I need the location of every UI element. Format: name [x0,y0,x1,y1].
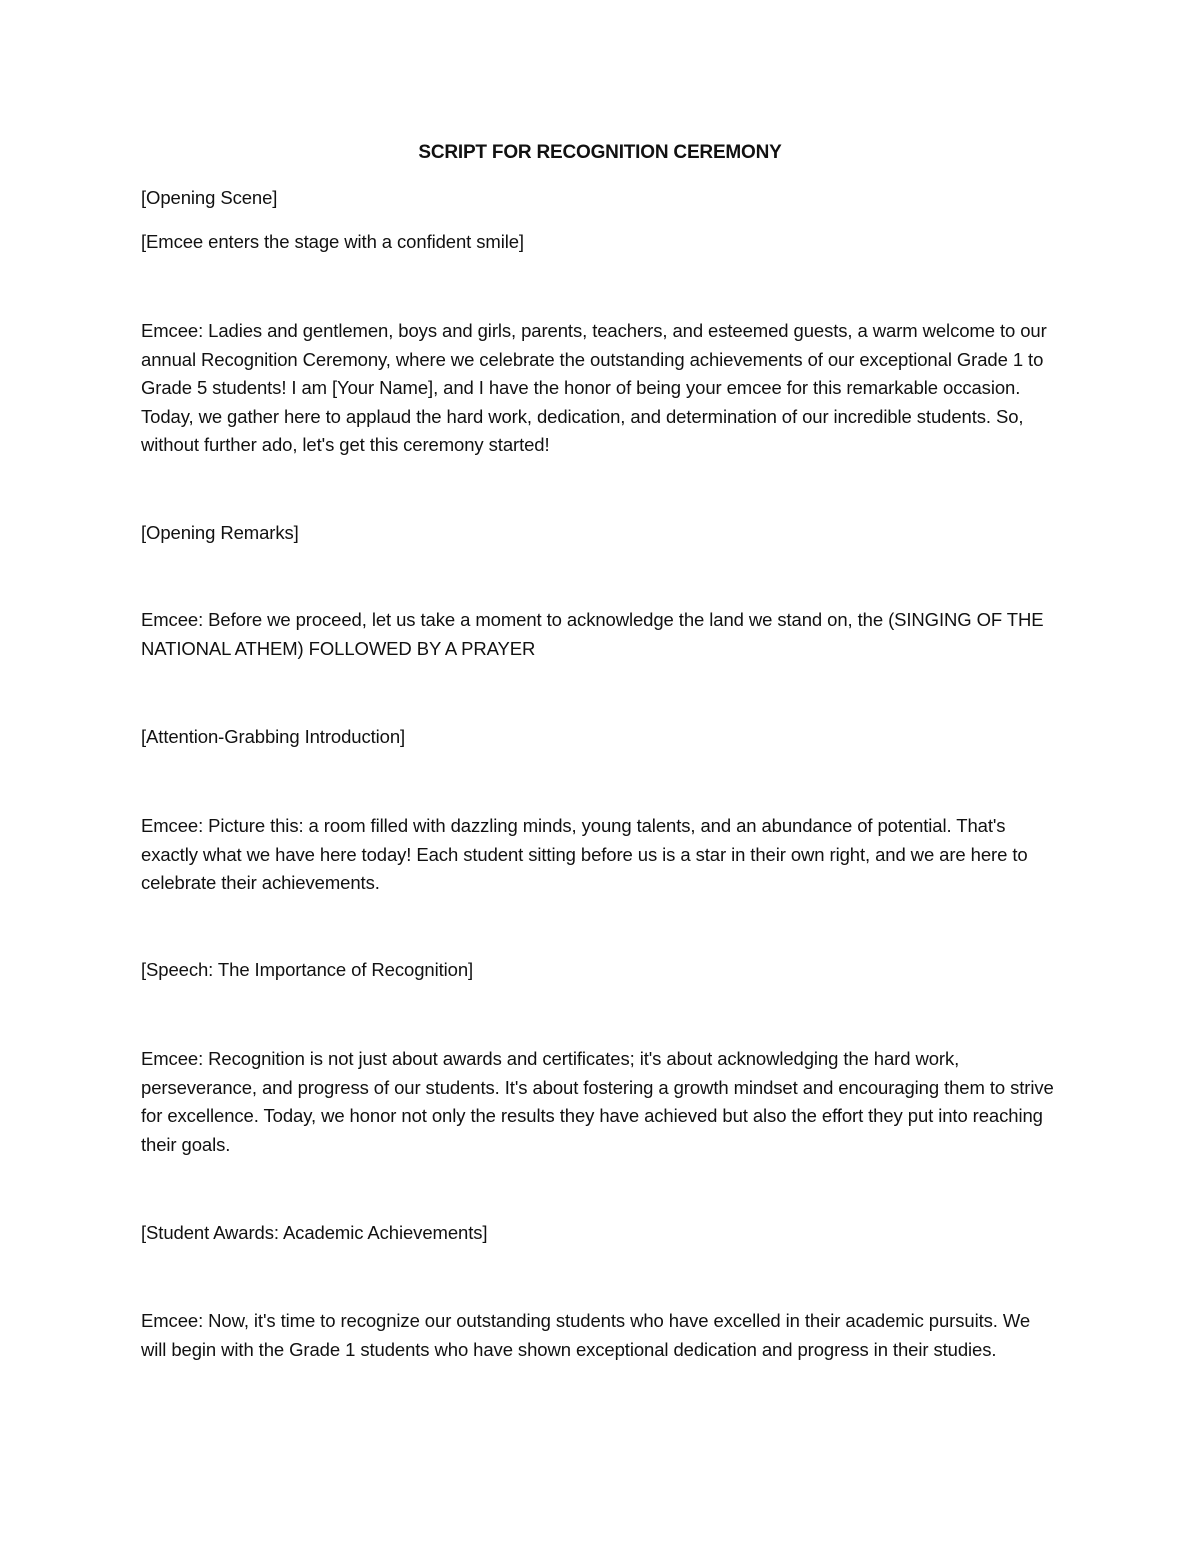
paragraph-opening-scene: [Opening Scene] [141,187,278,208]
paragraph-speech-heading: [Speech: The Importance of Recognition] [141,959,474,980]
paragraph-academic-recognition: Emcee: Now, it's time to recognize our outstanding students who have excelled in their academic pursuits. We will begin with the Grade 1 students who have shown exceptional dedication and progress in their studies. [141,1310,1031,1360]
paragraph-emcee-enters: [Emcee enters the stage with a confident smile] [141,231,524,252]
paragraph-welcome-speech: Emcee: Ladies and gentlemen, boys and girls, parents, teachers, and esteemed guests, a warm welcome to our annual Recognition Ceremony, where we celebrate the outstanding achievements of our exceptional Grade 1 to Grade 5 students! I am [Your Name], and I have the honor of being your emcee for this remarkable occasion. Today, we gather here to applaud the hard work, dedication, and determination of our incredible students. So, without further ado, let's get this ceremony started! [141,320,1047,455]
paragraph-acknowledge-land: Emcee: Before we proceed, let us take a moment to acknowledge the land we stand on, the (SINGING OF THE NATIONAL ATHEM) FOLLOWED BY A PRAYER [141,609,1044,659]
paragraph-recognition-speech: Emcee: Recognition is not just about awards and certificates; it's about acknowledging the hard work, perseverance, and progress of our students. It's about fostering a growth mindset and encouraging them to strive for excellence. Today, we honor not only the results they have achieved but also the effort they put into reaching their goals. [141,1048,1054,1155]
paragraph-picture-this: Emcee: Picture this: a room filled with dazzling minds, young talents, and an abundance of potential. That's exactly what we have here today! Each student sitting before us is a star in their own right, and we are here to celebrate their achievements. [141,815,1028,893]
paragraph-student-awards: [Student Awards: Academic Achievements] [141,1222,488,1243]
document-title: SCRIPT FOR RECOGNITION CEREMONY [418,142,782,163]
paragraph-attention-intro: [Attention-Grabbing Introduction] [141,726,406,747]
paragraph-opening-remarks: [Opening Remarks] [141,522,299,543]
